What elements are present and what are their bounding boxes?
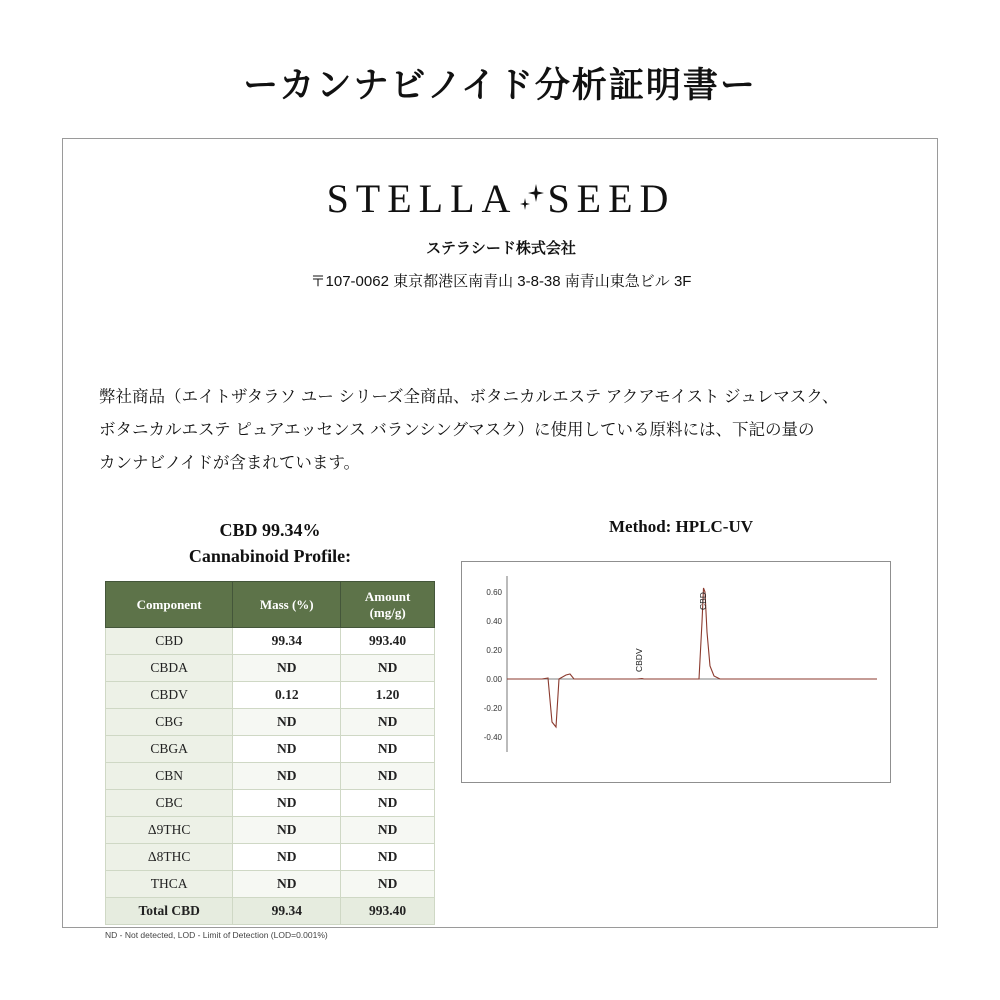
table-row	[106, 844, 435, 871]
cannabinoid-profile-panel	[105, 517, 435, 940]
col-mass	[233, 582, 341, 628]
cell-component: THCA	[106, 871, 233, 898]
ytick-0.00: 0.00	[486, 675, 502, 684]
table-row	[106, 628, 435, 655]
cell-component: Δ9THC	[106, 817, 233, 844]
table-row	[106, 736, 435, 763]
col-component-label: Component	[136, 596, 202, 612]
cell-mass: ND	[233, 790, 341, 817]
cbd-percent: CBD 99.34%	[219, 520, 321, 540]
col-amount-label: Amount	[364, 589, 411, 605]
cell-total-mass: 99.34	[233, 898, 341, 925]
peak-label-cbd: CBD	[698, 592, 708, 610]
cell-component: Δ8THC	[106, 844, 233, 871]
cell-mass: ND	[233, 709, 341, 736]
cell-mass: ND	[233, 655, 341, 682]
brand-block	[63, 176, 939, 291]
cell-mass: ND	[233, 817, 341, 844]
cell-mass: ND	[233, 871, 341, 898]
intro-paragraph	[99, 381, 909, 480]
table-header-row	[106, 582, 435, 628]
intro-line-3: カンナビノイドが含まれています。	[99, 454, 361, 472]
col-component	[106, 582, 233, 628]
col-amount	[341, 582, 435, 628]
intro-line-2: ボタニカルエステ ピュアエッセンス バランシングマスク）に使用している原料には、下記の量の	[99, 421, 815, 439]
company-address: 〒107-0062 東京都港区南青山 3-8-38 南青山東急ビル 3F	[310, 273, 692, 290]
cell-amount: ND	[341, 736, 435, 763]
cell-component: CBC	[106, 790, 233, 817]
ytick-0.20: 0.20	[486, 646, 502, 655]
cell-mass: ND	[233, 844, 341, 871]
cell-mass: ND	[233, 736, 341, 763]
cell-amount: ND	[341, 844, 435, 871]
table-row	[106, 790, 435, 817]
brand-logo-right: SEED	[547, 176, 676, 221]
method-heading: Method: HPLC-UV	[608, 517, 753, 536]
ytick--0.20: -0.20	[483, 704, 502, 713]
table-row	[106, 871, 435, 898]
table-footnote: ND - Not detected, LOD - Limit of Detection (LOD=0.001%)	[105, 930, 328, 941]
cell-component: CBDV	[106, 682, 233, 709]
cell-mass: ND	[233, 763, 341, 790]
col-mass-label: Mass (%)	[259, 596, 314, 612]
cell-amount: ND	[341, 655, 435, 682]
intro-line-1: 弊社商品（エイトザタラソ ユー シリーズ全商品、ボタニカルエステ アクアモイスト ジュレマスク、	[99, 388, 839, 406]
brand-logo-left: STELLA	[326, 176, 518, 221]
star-icon	[517, 182, 547, 216]
table-row	[106, 763, 435, 790]
page-title: ーカンナビノイド分析証明書ー	[243, 66, 757, 105]
cell-amount: 993.40	[341, 628, 435, 655]
table-row	[106, 817, 435, 844]
ytick-0.40: 0.40	[486, 617, 502, 626]
cell-total-amount: 993.40	[341, 898, 435, 925]
cell-amount: ND	[341, 763, 435, 790]
ytick-0.60: 0.60	[486, 588, 502, 597]
table-row	[106, 709, 435, 736]
cell-amount: ND	[341, 709, 435, 736]
chromatogram-panel	[461, 517, 901, 783]
certificate-frame	[62, 138, 938, 941]
cell-component: CBDA	[106, 655, 233, 682]
cbd-heading	[105, 517, 435, 569]
cell-amount: 1.20	[341, 682, 435, 709]
table-row	[106, 655, 435, 682]
table-row	[106, 682, 435, 709]
company-name: ステラシード株式会社	[426, 240, 576, 257]
cbd-profile-label: Cannabinoid Profile:	[188, 546, 352, 567]
cell-total-component: Total CBD	[106, 898, 233, 925]
cell-component: CBD	[106, 628, 233, 655]
cell-component: CBG	[106, 709, 233, 736]
col-amount-unit: (mg/g)	[369, 604, 406, 620]
ytick--0.40: -0.40	[483, 733, 502, 742]
table-total-row	[106, 898, 435, 925]
brand-logo	[326, 176, 676, 221]
chromatogram-chart	[461, 561, 891, 783]
cell-mass: 0.12	[233, 682, 341, 709]
cell-amount: ND	[341, 817, 435, 844]
cell-component: CBGA	[106, 736, 233, 763]
cell-mass: 99.34	[233, 628, 341, 655]
cell-amount: ND	[341, 871, 435, 898]
peak-label-cbdv: CBDV	[634, 648, 644, 672]
cannabinoid-table	[105, 581, 435, 925]
cell-component: CBN	[106, 763, 233, 790]
cell-amount: ND	[341, 790, 435, 817]
